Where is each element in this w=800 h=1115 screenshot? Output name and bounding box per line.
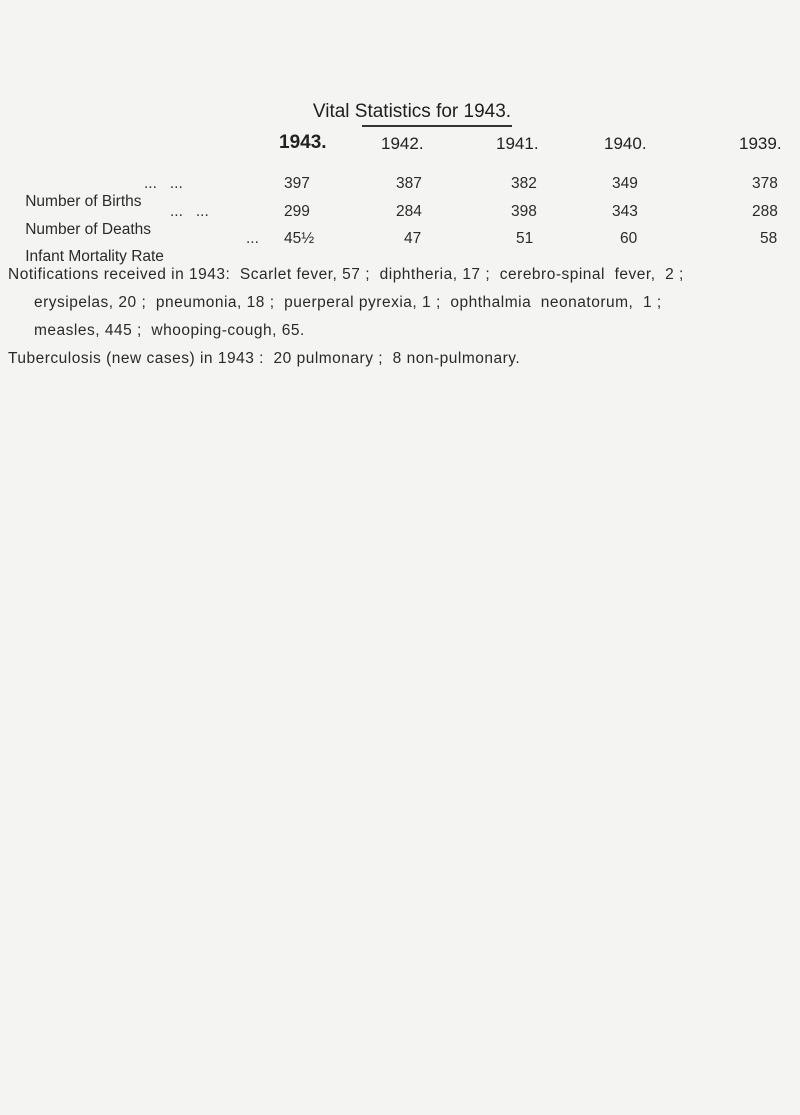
births-1943: 397: [284, 175, 310, 192]
deaths-1942: 284: [396, 203, 422, 220]
year-header-1943: 1943.: [279, 132, 327, 153]
infant-mortality-1941: 51: [516, 230, 534, 247]
deaths-1941: 398: [511, 203, 537, 220]
document-title-text: Vital Statistics for 1943.: [312, 101, 512, 122]
births-1939: 378: [752, 175, 778, 192]
row-leader-births: ... ...: [144, 175, 183, 192]
document-title: [0, 101, 800, 123]
row-leader-deaths: ... ...: [170, 203, 209, 220]
births-1940: 349: [612, 175, 638, 192]
title-underline: [362, 125, 512, 127]
infant-mortality-1939: 58: [760, 230, 778, 247]
tuberculosis-line: Tuberculosis (new cases) in 1943 : 20 pulmonary ; 8 non-pulmonary.: [8, 350, 521, 367]
year-header-1939: 1939.: [739, 134, 782, 153]
births-1942: 387: [396, 175, 422, 192]
deaths-1943: 299: [284, 203, 310, 220]
births-1941: 382: [511, 175, 537, 192]
infant-mortality-1940: 60: [620, 230, 638, 247]
row-label-births-text: Number of Births: [25, 193, 142, 210]
row-label-infant-mortality-text: Infant Mortality Rate: [25, 248, 164, 265]
notifications-line-1: Notifications received in 1943: Scarlet fever, 57 ; diphtheria, 17 ; cerebro-spinal fever, 2 ;: [8, 266, 684, 283]
year-header-1940: 1940.: [604, 134, 647, 153]
infant-mortality-1943: 45½: [284, 230, 315, 247]
row-label-deaths-text: Number of Deaths: [25, 221, 152, 238]
notifications-line-3: measles, 445 ; whooping-cough, 65.: [34, 322, 305, 339]
notifications-line-2: erysipelas, 20 ; pneumonia, 18 ; puerperal pyrexia, 1 ; ophthalmia neonatorum, 1 ;: [34, 294, 662, 311]
row-leader-infant-mortality: ...: [246, 230, 259, 247]
year-header-1942: 1942.: [381, 134, 424, 153]
year-header-1941: 1941.: [496, 134, 539, 153]
deaths-1940: 343: [612, 203, 638, 220]
infant-mortality-1942: 47: [404, 230, 422, 247]
deaths-1939: 288: [752, 203, 778, 220]
